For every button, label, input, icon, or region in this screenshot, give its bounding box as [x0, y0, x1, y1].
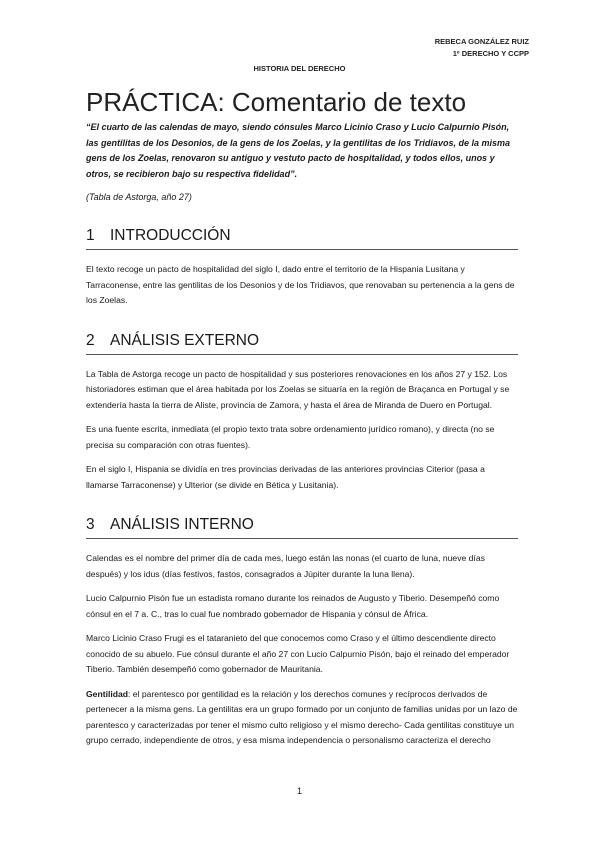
quoted-text: “El cuarto de las calendas de mayo, siendo cónsules Marco Licinio Craso y Lucio Calpurnio Pisón, las gentilitas de los Desonios, de la gens de los Zoelas, y la gentilitas de los Tridiavos, de la misma gens de los Zoelas, renovaron su antiguo y vestuto pacto de hospitalidad, y todos ellos, unos y otros, se recibieron bajo su respectiva fidelidad”. — [86, 122, 510, 179]
section-heading-analisis-externo — [86, 331, 518, 355]
paragraph: En el siglo I, Hispania se dividía en tres provincias derivadas de las anteriores provincias Citerior (pasa a llamarse Tarraconense) y Ulterior (se divide en Bética y Lusitania). — [86, 464, 485, 490]
section-number: 3 — [86, 516, 95, 533]
paragraph: Es una fuente escrita, inmediata (el propio texto trata sobre ordenamiento jurídico romano), y directa (no se precisa su comparación con otras fuentes). — [86, 424, 495, 450]
section-heading-analisis-interno — [86, 515, 518, 539]
paragraph-gentilidad — [86, 687, 518, 749]
term-gentilidad: Gentilidad — [86, 688, 129, 699]
section-title: ANÁLISIS EXTERNO — [110, 331, 260, 349]
author-block — [435, 36, 529, 60]
section-title: ANÁLISIS INTERNO — [110, 516, 254, 533]
paragraph: Marco Licinio Craso Frugi es el tataranieto del que conocemos como Craso y el último descendiente directo conocido de su abuelo. Fue cónsul durante el año 27 con Lucio Calpurnio Pisón, bajo el reinado del emperador Tiberio. También desempeñó como gobernador de Mauritania. — [86, 633, 510, 674]
subject-heading: HISTORIA DEL DERECHO — [253, 64, 346, 73]
document-body — [86, 86, 518, 749]
paragraph: El texto recoge un pacto de hospitalidad del siglo I, dado entre el territorio de la Hispania Lusitana y Tarraconense, entre las gentilitas de los Desonios y de los Tridiavos, que renovaban su pertenencia a la gens de los Zoelas. — [86, 264, 515, 305]
section-title: INTRODUCCIÓN — [110, 227, 231, 244]
course-name: 1º DERECHO Y CCPP — [452, 49, 529, 58]
definition-text: : el parentesco por gentilidad es la relación y los derechos comunes y recíprocos derivados de pertenecer a la misma gens. La gentilitas era un grupo formado por un conjunto de familias unidas por un lazo de parentesco y caracterizadas por tener el mismo culto religioso y el mismo derecho- Cada gentilitas constituye un grupo cerrado, independiente de otros, y esa misma independencia o personalismo caracteriza el derecho — [86, 688, 518, 745]
page-title: PRÁCTICA: Comentario de texto — [86, 87, 467, 117]
section-number: 1 — [86, 227, 95, 244]
page-number: 1 — [296, 786, 302, 796]
section-heading-introduccion — [86, 226, 518, 250]
section-number: 2 — [86, 331, 95, 349]
paragraph: Calendas es el nombre del primer día de cada mes, luego están las nonas (el cuarto de luna, nueve días después) y los idus (días festivos, fastos, consagrados a Júpiter durante la luna llena). — [86, 553, 485, 579]
paragraph: La Tabla de Astorga recoge un pacto de hospitalidad y sus posteriores renovaciones en los años 27 y 152. Los historiadores estiman que el área habitada por los Zoelas se situaría en la región de Braçanca en Portugal y se extendería hasta la tierra de Aliste, provincia de Zamora, y hasta el área de Miranda de Duero en Portugal. — [86, 368, 510, 410]
author-name: REBECA GONZÁLEZ RUIZ — [434, 37, 529, 46]
quote-source: (Tabla de Astorga, año 27) — [86, 192, 192, 202]
paragraph: Lucio Calpurnio Pisón fue un estadista romano durante los reinados de Augusto y Tiberio. Desempeñó como cónsul en el 7 a. C., tras lo cual fue nombrado gobernador de Hispania y cónsul de África. — [86, 593, 500, 619]
